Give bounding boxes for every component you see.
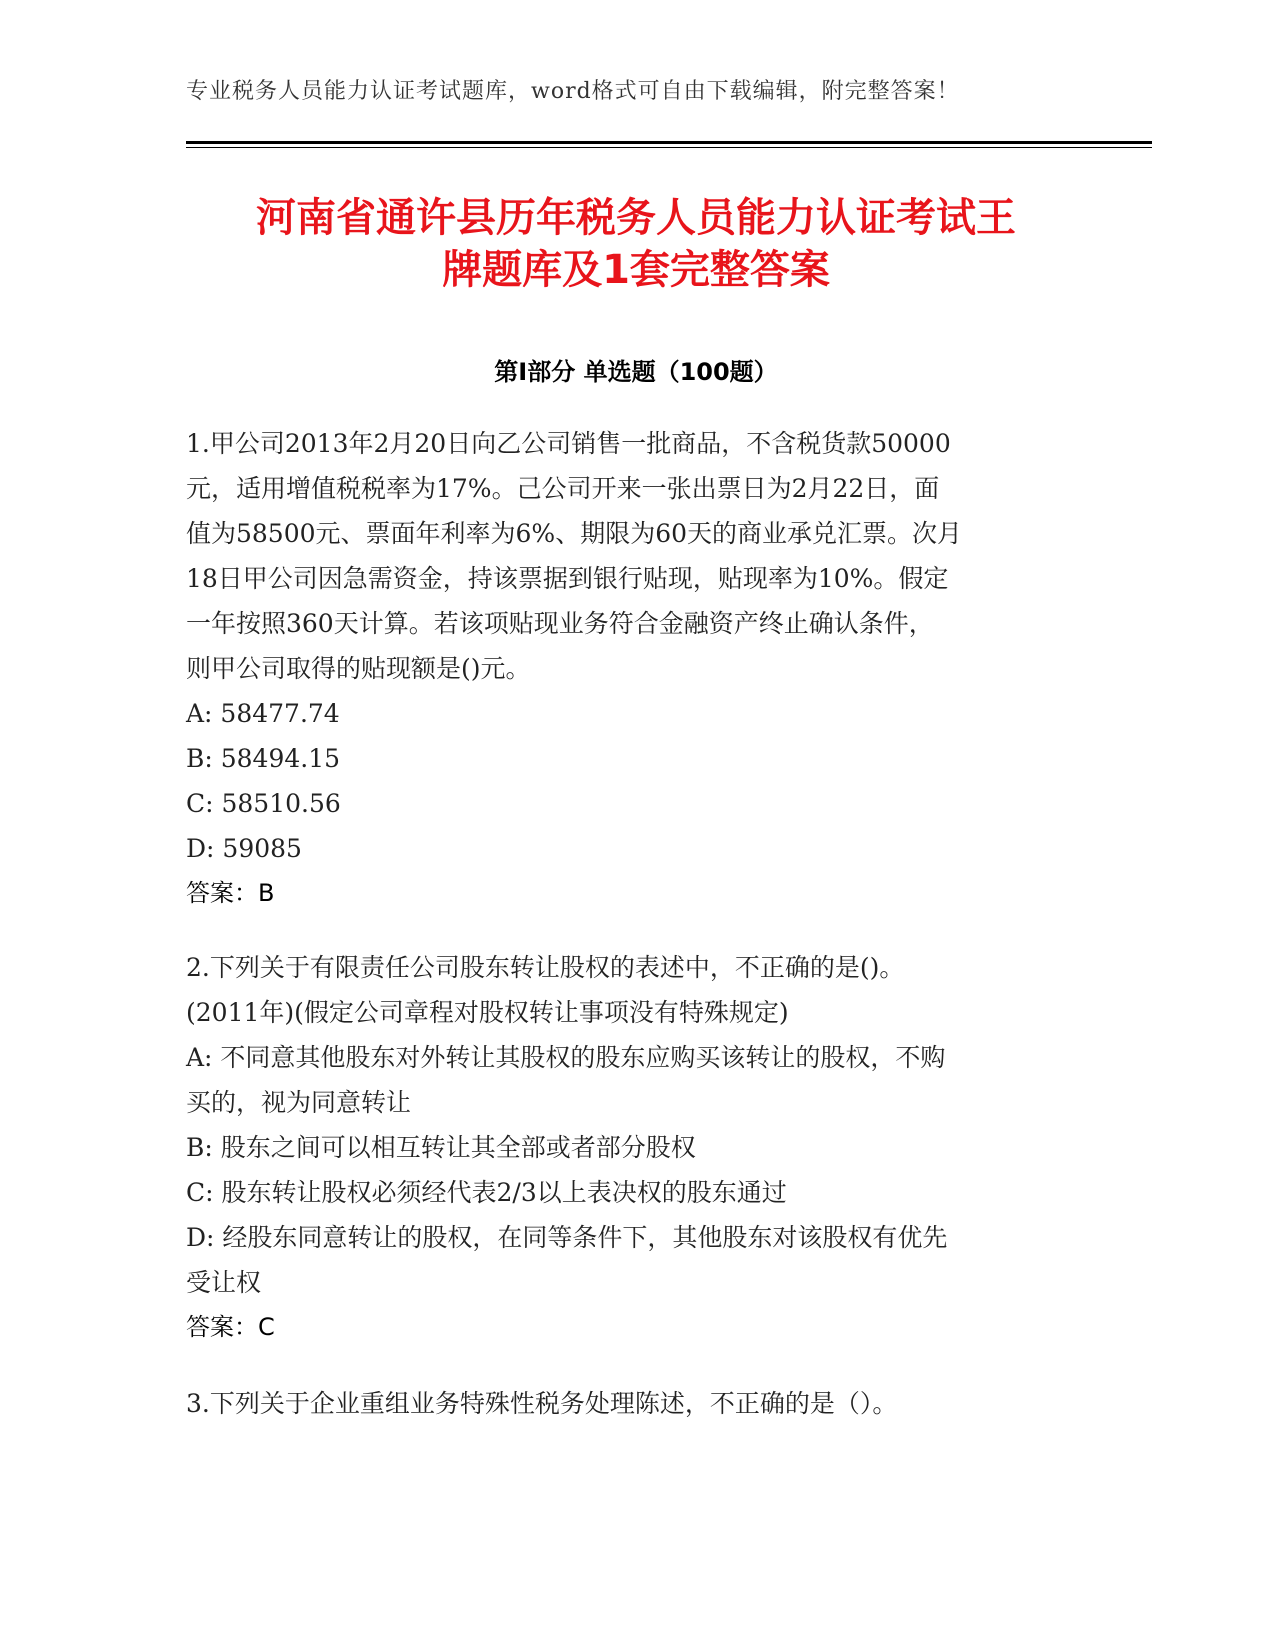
header-divider-thick	[186, 141, 1152, 144]
option-c: C: 股东转让股权必须经代表2/3以上表决权的股东通过	[186, 1178, 787, 1207]
option-c: C: 58510.56	[186, 789, 341, 818]
question-stem-line: 3.下列关于企业重组业务特殊性税务处理陈述，不正确的是（）。	[186, 1389, 898, 1418]
answer-label: 答案：C	[186, 1313, 275, 1341]
option-a: A: 不同意其他股东对外转让其股权的股东应购买该转让的股权，不购	[186, 1043, 946, 1072]
option-a: A: 58477.74	[186, 699, 340, 728]
header-note: 专业税务人员能力认证考试题库，word格式可自由下载编辑，附完整答案！	[186, 79, 960, 104]
option-d: D: 59085	[186, 834, 302, 863]
question-stem-line: 一年按照360天计算。若该项贴现业务符合金融资产终止确认条件，	[186, 609, 934, 638]
answer-label: 答案：B	[186, 879, 275, 907]
question-stem-line: 2.下列关于有限责任公司股东转让股权的表述中，不正确的是()。	[186, 953, 905, 982]
question-stem-line: 18日甲公司因急需资金，持该票据到银行贴现，贴现率为10%。假定	[186, 564, 949, 593]
option-d-continued: 受让权	[186, 1268, 262, 1297]
option-d: D: 经股东同意转让的股权，在同等条件下，其他股东对该股权有优先	[186, 1223, 948, 1252]
option-a-continued: 买的，视为同意转让	[186, 1088, 412, 1117]
header-divider-thin	[186, 147, 1152, 148]
document-title-line-2: 牌题库及1套完整答案	[442, 247, 830, 293]
document-title	[186, 192, 1086, 296]
question-stem-line: (2011年)(假定公司章程对股权转让事项没有特殊规定)	[186, 998, 789, 1027]
question-1	[186, 421, 1086, 916]
section-title: 第Ⅰ部分 单选题（100题）	[494, 358, 778, 386]
question-2	[186, 945, 1086, 1350]
option-b: B: 股东之间可以相互转让其全部或者部分股权	[186, 1133, 696, 1162]
question-stem-line: 值为58500元、票面年利率为6%、期限为60天的商业承兑汇票。次月	[186, 519, 963, 548]
question-3	[186, 1381, 1086, 1426]
question-stem-line: 则甲公司取得的贴现额是()元。	[186, 654, 531, 683]
question-stem-line: 1.甲公司2013年2月20日向乙公司销售一批商品，不含税货款50000	[186, 429, 951, 458]
option-b: B: 58494.15	[186, 744, 341, 773]
question-stem-line: 元，适用增值税税率为17%。己公司开来一张出票日为2月22日，面	[186, 474, 940, 503]
document-title-line-1: 河南省通许县历年税务人员能力认证考试王	[256, 195, 1016, 241]
